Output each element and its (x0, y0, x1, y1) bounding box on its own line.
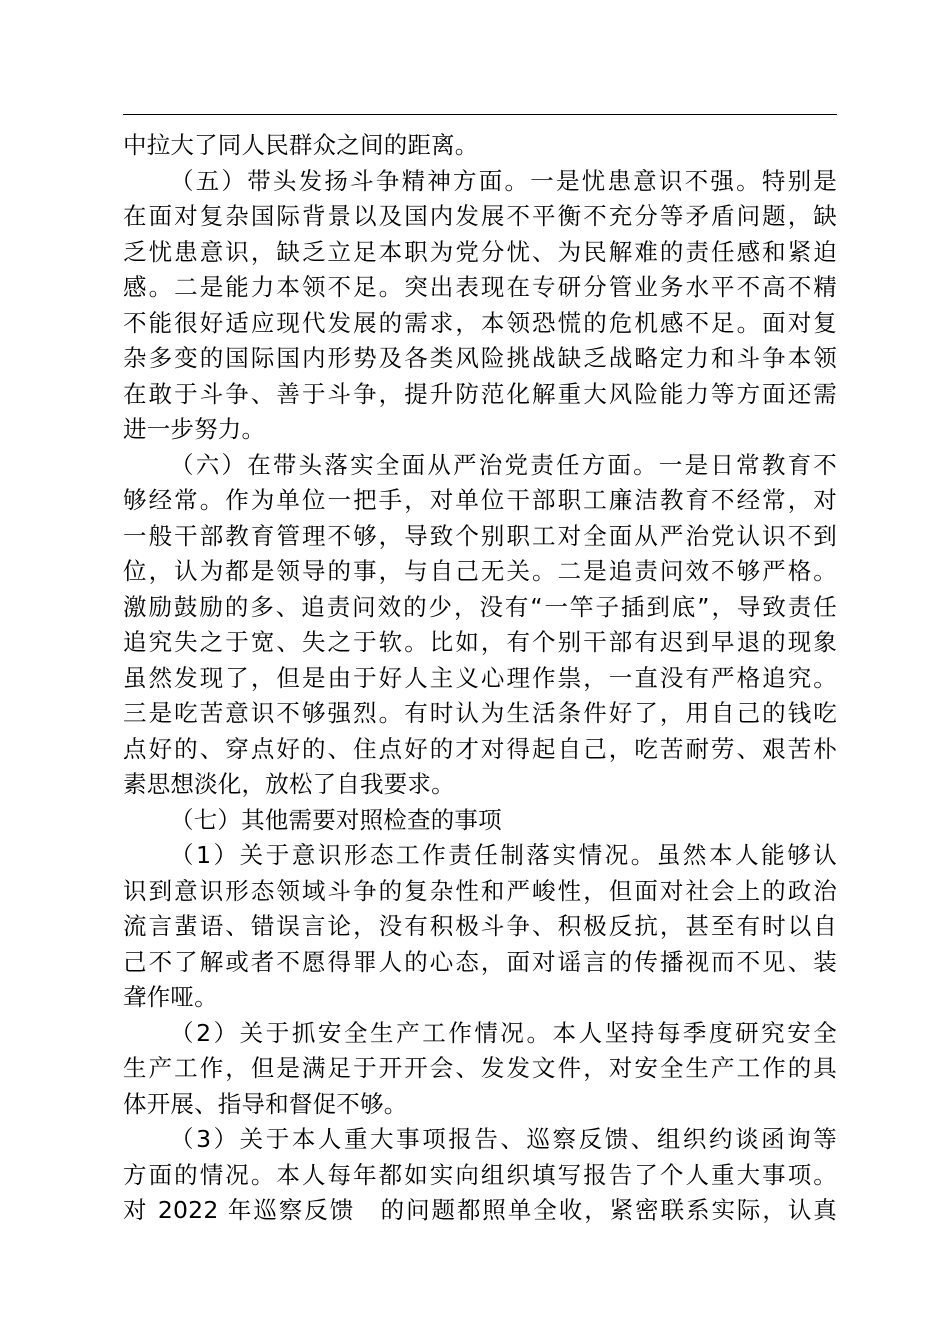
text-line: 体开展、指导和督促不够。 (123, 1089, 408, 1118)
text-line: 三是吃苦意识不够强烈。有时认为生活条件好了，用自己的钱吃 (123, 699, 837, 727)
text-line: （六）在带头落实全面从严治党责任方面。一是日常教育不 (170, 450, 837, 479)
text-line: （2）关于抓安全生产工作情况。本人坚持每季度研究安全 (170, 1018, 837, 1047)
text-line: （五）带头发扬斗争精神方面。一是忧患意识不强。特别是 (170, 166, 837, 195)
text-line: 点好的、穿点好的、住点好的才对得起自己，吃苦耐劳、艰苦朴 (123, 734, 837, 763)
text-line: 追究失之于宽、失之于软。比如，有个别干部有迟到早退的现象 (123, 628, 837, 656)
text-line: 感。二是能力本领不足。突出表现在专研分管业务水平不高不精 (123, 273, 837, 301)
text-line: 不能很好适应现代发展的需求，本领恐慌的危机感不足。面对复 (123, 308, 837, 337)
text-line: 中拉大了同人民群众之间的距离。 (123, 131, 479, 159)
document-body (123, 128, 837, 1229)
text-line: 流言蜚语、错误言论，没有积极斗争、积极反抗，甚至有时以自 (123, 912, 837, 940)
text-line: 聋作哑。 (123, 983, 218, 1011)
text-line: 虽然发现了，但是由于好人主义心理作祟，一直没有严格追究。 (123, 663, 837, 692)
text-line: 素思想淡化，放松了自我要求。 (123, 770, 455, 798)
text-line: 一般干部教育管理不够，导致个别职工对全面从严治党认识不到 (123, 521, 837, 550)
text-line: （3）关于本人重大事项报告、巡察反馈、组织约谈函询等 (170, 1125, 837, 1153)
text-line: 乏忧患意识，缺乏立足本职为党分忧、为民解难的责任感和紧迫 (123, 237, 837, 266)
text-line: 进一步努力。 (123, 415, 266, 443)
text-line: 位，认为都是领导的事，与自己无关。二是追责问效不够严格。 (123, 557, 837, 585)
text-line: 在面对复杂国际背景以及国内发展不平衡不充分等矛盾问题，缺 (123, 202, 837, 230)
text-line: 够经常。作为单位一把手，对单位干部职工廉洁教育不经常，对 (123, 486, 837, 514)
header-rule (123, 114, 837, 115)
text-line: （1）关于意识形态工作责任制落实情况。虽然本人能够认 (170, 841, 837, 869)
text-line: 激励鼓励的多、追责问效的少，没有“一竿子插到底”，导致责任 (123, 592, 837, 621)
text-line: 对 2022 年巡察反馈 的问题都照单全收，紧密联系实际，认真 (123, 1196, 837, 1224)
text-line: （七）其他需要对照检查的事项 (170, 805, 502, 834)
text-line: 在敢于斗争、善于斗争，提升防范化解重大风险能力等方面还需 (123, 379, 837, 408)
text-line: 方面的情况。本人每年都如实向组织填写报告了个人重大事项。 (123, 1160, 837, 1189)
text-line: 杂多变的国际国内形势及各类风险挑战缺乏战略定力和斗争本领 (123, 344, 837, 372)
text-line: 识到意识形态领域斗争的复杂性和严峻性，但面对社会上的政治 (123, 876, 837, 905)
text-line: 己不了解或者不愿得罪人的心态，面对谣言的传播视而不见、装 (123, 947, 837, 976)
text-line: 生产工作，但是满足于开开会、发发文件，对安全生产工作的具 (123, 1054, 837, 1082)
